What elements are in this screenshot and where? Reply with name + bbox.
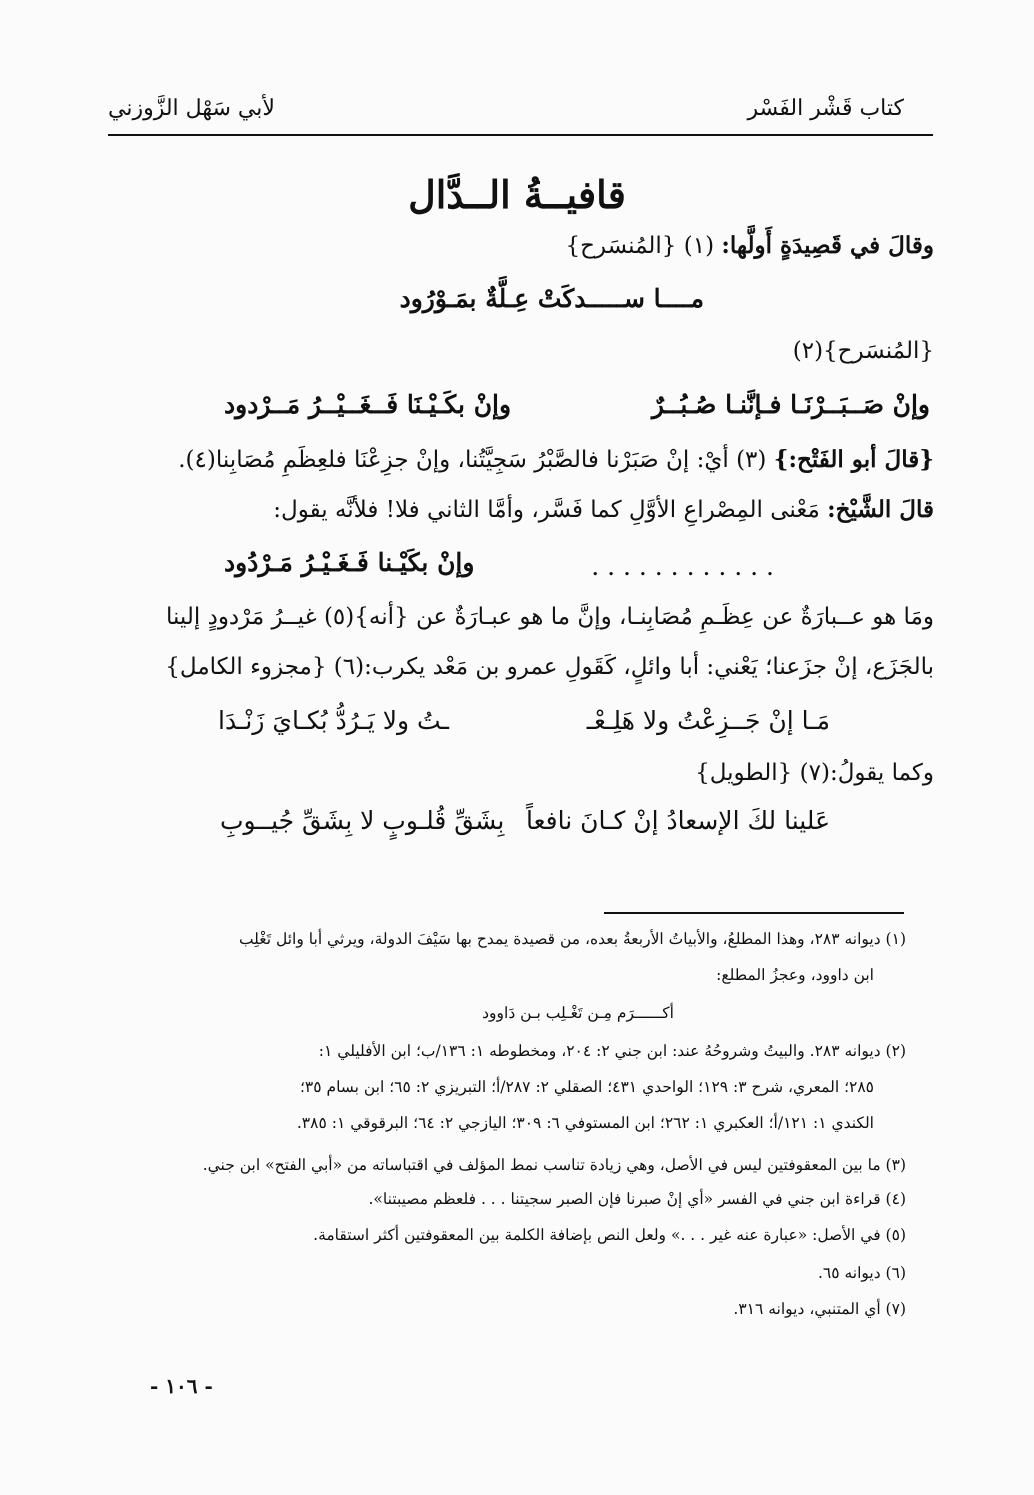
footnote-1-cont: ابن داوود، وعجزُ المطلع: (716, 966, 874, 984)
footnote-4: (٤) قراءة ابن جني في الفسر «أي إنْ صبرنا فإن الصبر سجيتنا . . . فلعظم مصيبتنا». (368, 1190, 906, 1208)
opening-verse: مــــا ســـــدكَتْ عِـلَّةٌ بمَـوْرُود (399, 284, 704, 313)
footnote-1-verse: أكــــــرَم مِـن تَغْـلِب بـن دَاوود (482, 1004, 674, 1022)
verse-hemistich-1: مَـا إنْ جَــزِعْتُ ولا هَلِـعْـ (586, 706, 830, 735)
paragraph-text: (٣) أيْ: إنْ صَبَرْنا فالصَّبْرُ سَجِيَّتُنا، وإنْ جزِعْنَا فلعِظَمِ مُصَابِنا(٤). (178, 447, 767, 473)
speaker-label: قالَ الشَّيْخ: (827, 496, 934, 523)
footnote-7: (٧) أي المتنبي، ديوانه ٣١٦. (733, 1300, 906, 1318)
footnote-2-cont: ٢٨٥؛ المعري، شرح ٣: ١٢٩؛ الواحدي ٤٣١؛ الصقلي ٢: ٢٨٧/أ؛ التبريزي ٢: ٦٥؛ ابن بسام ٣٥؛ (299, 1078, 874, 1096)
footnote-2-cont: الكندي ١: ١٢١/أ؛ العكبري ١: ٢٦٢؛ ابن المستوفي ٦: ٣٠٩؛ اليازجي ٢: ٦٤؛ البرقوقي ١: ٣٨٥. (296, 1114, 874, 1132)
paragraph-line: بالجَزَع، إنْ جزَعنا؛ يَعْني: أبا وائلٍ، كَقَولِ عمرو بن مَعْد يكرب:(٦) {مجزوء الكامل} (165, 654, 934, 680)
footnote-1: (١) ديوانه ٢٨٣، وهذا المطلعُ، والأبياتُ الأربعةُ بعده، من قصيدة يمدح بها سَيْفَ الدولة، ويرثي أبا وائل تَغْلِب (238, 930, 906, 948)
verse-hemistich-dots: . . . . . . . . . . . . (591, 552, 774, 581)
verse-hemistich-2: ـتُ ولا يَـرُدُّ بُكـايَ زَنْـدَا (218, 706, 449, 735)
intro-line (565, 232, 934, 259)
verse-hemistich-2: وإنْ بكَيْـنا فَـغَـيْـرُ مَـرْدُود (224, 548, 475, 577)
paragraph-line: وكما يقولُ:(٧) {الطويل} (695, 760, 934, 786)
speaker-label: {قالَ أبو الفَتْح:} (773, 446, 934, 473)
intro-lead: وقالَ في قَصِيدَةٍ أَولَّها: (721, 232, 934, 259)
footnote-3: (٣) ما بين المعقوفتين ليس في الأصل، وهي زيادة تناسب نمط المؤلف في اقتباساته من «أبي الفتح» ابن جني. (202, 1156, 906, 1174)
footnote-rule (604, 912, 904, 914)
page-number: - ١٠٦ - (150, 1374, 213, 1398)
verse-hemistich-1: عَلينا لكَ الإسعادُ إنْ كـانَ نافعاً (526, 806, 830, 835)
meter-label-2: {المُنسَرح}(٢) (792, 338, 934, 364)
paragraph-text: مَعْنى المِصْراعِ الأوَّلِ كما فَسَّر، وأمَّا الثاني فلا! فلأنَّه يقول: (273, 497, 820, 523)
verse-hemistich-2: بِشَقِّ قُلـوبٍ لا بِشَقِّ جُيــوبِ (220, 806, 505, 835)
running-header-author: لأبي سَهْل الزَّوزني (108, 96, 275, 121)
footnote-5: (٥) في الأصل: «عبارة عنه غير . . .» ولعل النص بإضافة الكلمة بين المعقوفتين أكثر استقامة. (313, 1226, 906, 1244)
meter-label: {المُنسَرح} (565, 233, 677, 259)
header-rule (108, 134, 933, 136)
footnote-6: (٦) ديوانه ٦٥. (817, 1264, 906, 1282)
verse-hemistich-2: وإنْ بكَـيْـنَا فَــغَــيْــرُ مَــرْدود (224, 390, 512, 419)
footnote-2: (٢) ديوانه ٢٨٣. والبيتُ وشروحُهُ عند: ابن جني ٢: ٢٠٤، ومخطوطه ١: ١٣٦/ب؛ ابن الأفليلي ١: (318, 1042, 906, 1060)
paragraph-line: ومَا هو عــبارَةٌ عن عِظَـمِ مُصَابِنـا، وإنَّ ما هو عبـارَةٌ عن {أنه}(٥) غيــرُ مَرْدودٍ إلينا (165, 604, 934, 630)
paragraph-shaykh (273, 496, 934, 523)
footnote-marker: (١) (683, 233, 715, 259)
running-header-title: كتاب قَشْر الفَسْر (747, 96, 904, 121)
paragraph-abul-fath (178, 446, 934, 473)
verse-hemistich-1: وإنْ صَــبَــرْنَـا فـإنَّنـا صُـبُــرٌ (651, 390, 930, 419)
section-title: قافيــةُ الــدَّال (408, 172, 626, 217)
